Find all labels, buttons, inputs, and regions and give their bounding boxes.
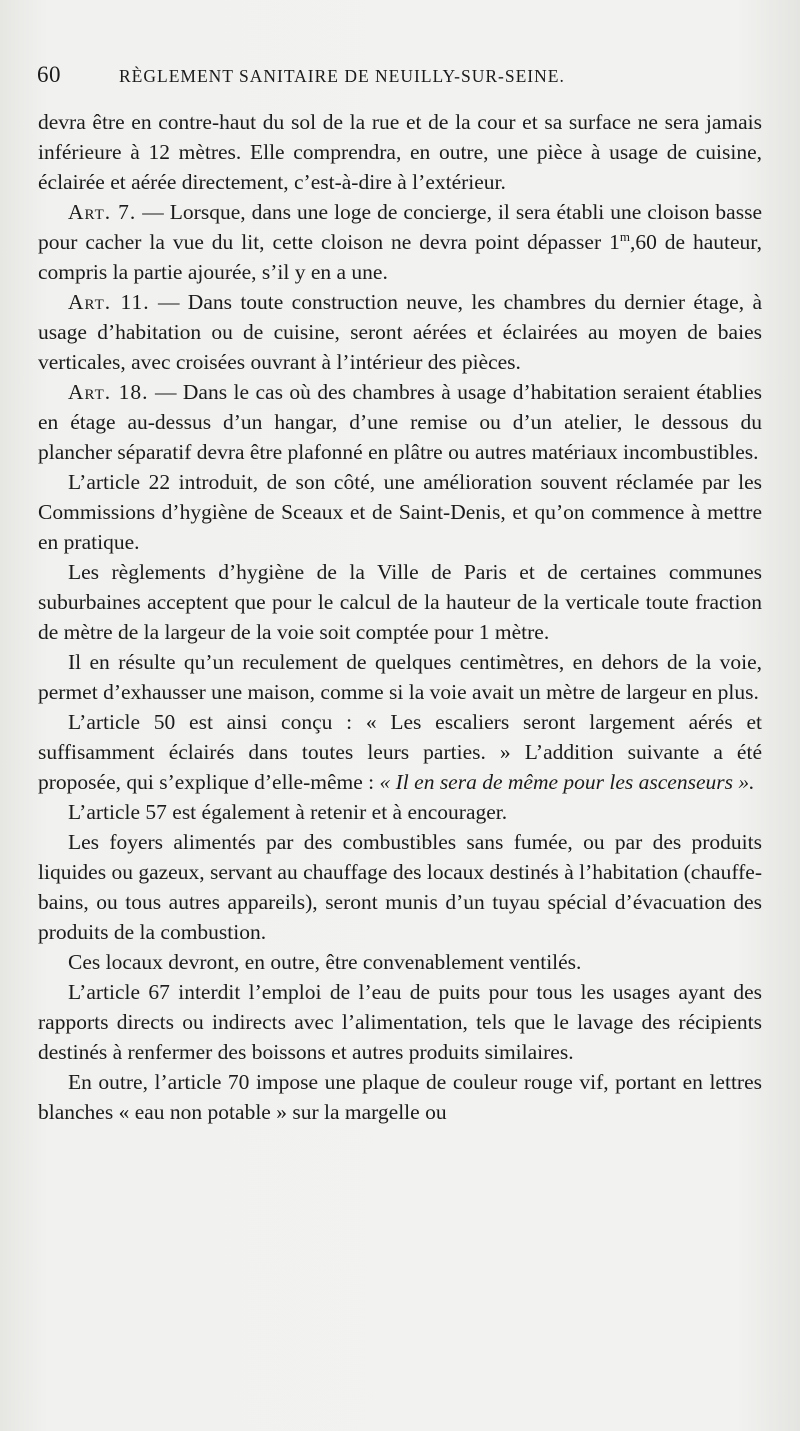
running-head: RÈGLEMENT SANITAIRE DE NEUILLY-SUR-SEINE. [119, 66, 565, 86]
paragraph: devra être en contre-haut du sol de la rue et de la cour et sa surface ne sera jamais inférieure à 12 mètres. Elle comprendra, en outre, une pièce à usage de cuisine, éclairée et aérée directement, c’est-à-dire à l’extérieur. [38, 110, 762, 194]
paragraph: Il en résulte qu’un reculement de quelques centimètres, en dehors de la voie, permet d’exhausser une maison, comme si la voie avait un mètre de largeur en plus. [38, 650, 762, 704]
paragraph-text: ,60 de hauteur, compris la partie ajourée, s’il y en a une. [38, 230, 762, 284]
article-label: Art. 7. [68, 200, 137, 224]
paragraph [38, 707, 762, 797]
paragraph-text: — Lorsque, dans une loge de concierge, il sera établi une cloison basse pour cacher la vue du lit, cette cloison ne devra point dépasser 1 [38, 200, 762, 254]
page-header [37, 62, 757, 98]
paragraph: En outre, l’article 70 impose une plaque de couleur rouge vif, portant en lettres blanches « eau non potable » sur la margelle ou [38, 1070, 762, 1124]
paragraph-text: — Dans toute construction neuve, les chambres du dernier étage, à usage d’habitation ou de cuisine, seront aérées et éclairées au moyen de baies verticales, avec croisées ouvrant à l’intérieur des pièces. [38, 290, 762, 374]
paragraph: L’article 57 est également à retenir et à encourager. [68, 800, 508, 824]
paragraph-text: L’article 50 est ainsi conçu : « Les escaliers seront largement aérés et suffisamment éclairés dans toutes leurs parties. » L’addition suivante a été proposée, qui s’explique d’elle-même : [38, 710, 762, 794]
page-number: 60 [37, 62, 61, 87]
paragraph: Les règlements d’hygiène de la Ville de Paris et de certaines communes suburbaines acceptent que pour le calcul de la hauteur de la verticale toute fraction de mètre de la largeur de la voie soit comptée pour 1 mètre. [38, 560, 762, 644]
superscript: m [619, 229, 630, 244]
paragraph: Les foyers alimentés par des combustibles sans fumée, ou par des produits liquides ou gazeux, servant au chauffage des locaux destinés à l’habitation (chauffe-bains, ou tous autres appareils), seront munis d’un tuyau spécial d’évacuation des produits de la combustion. [38, 830, 762, 944]
page-body [38, 107, 762, 1127]
italic-quote: « Il en sera de même pour les ascenseurs ». [379, 770, 755, 794]
paragraph-text: — Dans le cas où des chambres à usage d’habitation seraient établies en étage au-dessus d’un hangar, d’une remise ou d’un atelier, le dessous du plancher séparatif devra être plafonné en plâtre ou autres matériaux incombustibles. [38, 380, 763, 464]
paragraph: L’article 67 interdit l’emploi de l’eau de puits pour tous les usages ayant des rapports directs ou indirects avec l’alimentation, tels que le lavage des récipients destinés à renfermer des boissons et autres produits similaires. [38, 980, 762, 1064]
article-label: Art. 11. [68, 290, 150, 314]
paragraph: L’article 22 introduit, de son côté, une amélioration souvent réclamée par les Commissions d’hygiène de Sceaux et de Saint-Denis, et qu’on commence à mettre en pratique. [38, 470, 762, 554]
article-paragraph [38, 287, 762, 377]
article-paragraph [38, 197, 762, 287]
article-label: Art. 18. [68, 380, 149, 404]
paragraph: Ces locaux devront, en outre, être convenablement ventilés. [68, 950, 582, 974]
article-paragraph [38, 377, 762, 467]
